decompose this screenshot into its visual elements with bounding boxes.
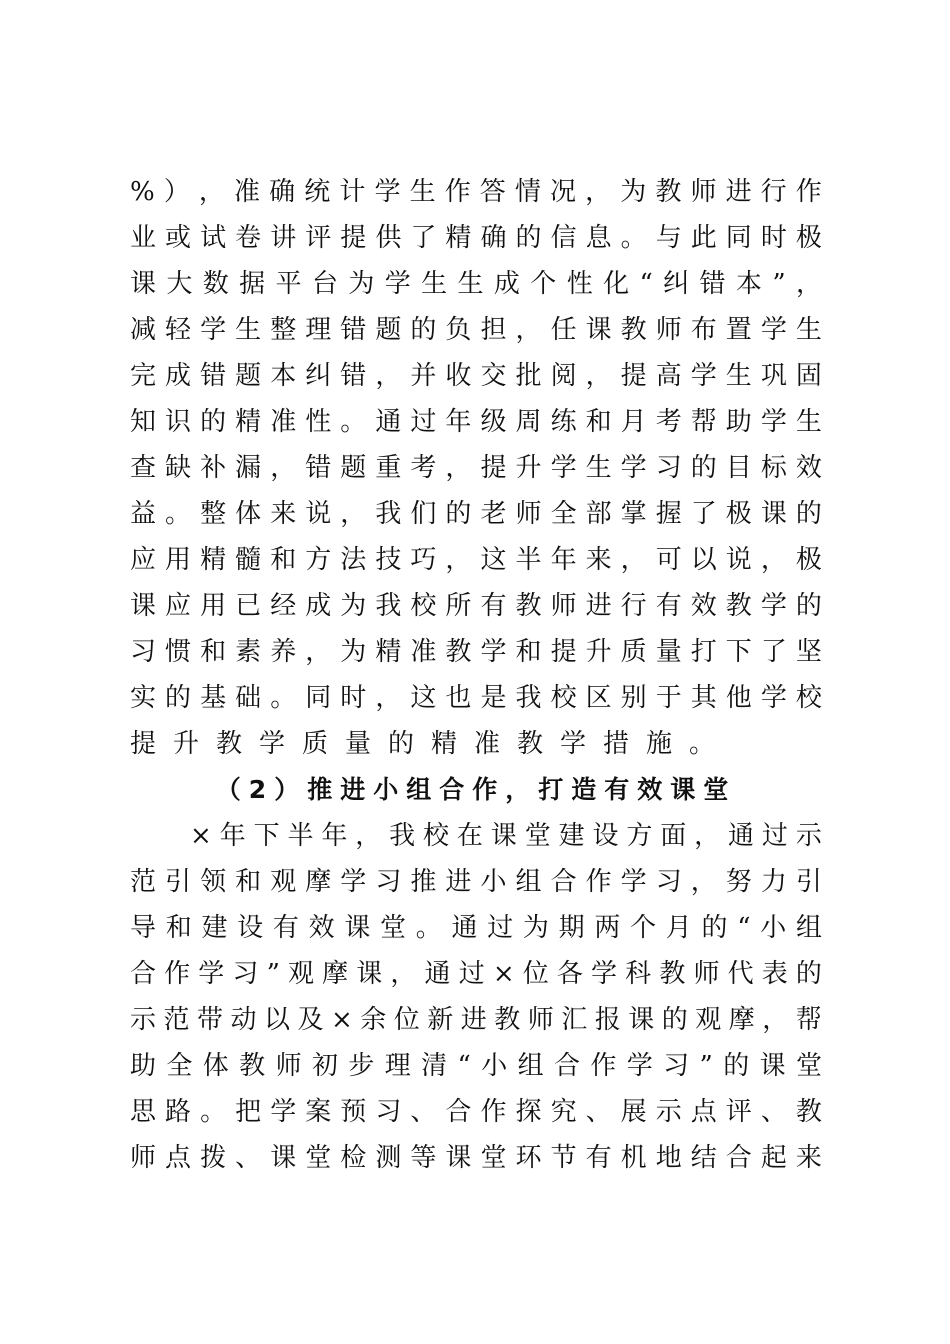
body-text-line: 范 引 领 和 观 摩 学 习 推 进 小 组 合 作 学 习 ， 努 力 引 bbox=[130, 867, 822, 897]
body-text-line: 示 范 带 动 以 及 × 余 位 新 进 教 师 汇 报 课 的 观 摩 ， 帮 bbox=[130, 1005, 822, 1035]
body-text-line: 课 应 用 已 经 成 为 我 校 所 有 教 师 进 行 有 效 教 学 的 bbox=[130, 591, 822, 621]
body-text-line: 减 轻 学 生 整 理 错 题 的 负 担 ， 任 课 教 师 布 置 学 生 bbox=[130, 315, 822, 345]
body-text-line: 知 识 的 精 准 性 。 通 过 年 级 周 练 和 月 考 帮 助 学 生 bbox=[130, 407, 822, 437]
body-text-line: 益 。 整 体 来 说 ， 我 们 的 老 师 全 部 掌 握 了 极 课 的 bbox=[130, 499, 822, 529]
body-text-line-indented: × 年 下 半 年 ， 我 校 在 课 堂 建 设 方 面 ， 通 过 示 bbox=[190, 821, 822, 851]
body-text-line: % ） ， 准 确 统 计 学 生 作 答 情 况 ， 为 教 师 进 行 作 bbox=[130, 177, 822, 207]
body-text-line: 合 作 学 习 ” 观 摩 课 ， 通 过 × 位 各 学 科 教 师 代 表 的 bbox=[130, 959, 822, 989]
body-text-line: 习 惯 和 素 养 ， 为 精 准 教 学 和 提 升 质 量 打 下 了 坚 bbox=[130, 637, 822, 667]
body-text-line: 课 大 数 据 平 台 为 学 生 生 成 个 性 化 “ 纠 错 本 ” ， bbox=[130, 269, 822, 299]
body-text-line: 思 路 。 把 学 案 预 习 、 合 作 探 究 、 展 示 点 评 、 教 bbox=[130, 1097, 822, 1127]
body-text-line: 应 用 精 髓 和 方 法 技 巧 ， 这 半 年 来 ， 可 以 说 ， 极 bbox=[130, 545, 822, 575]
section-heading: （2）推进小组合作，打造有效课堂 bbox=[215, 775, 737, 804]
body-text-line-last: 提升教学质量的精准教学措施。 bbox=[130, 729, 733, 759]
body-text-line: 完 成 错 题 本 纠 错 ， 并 收 交 批 阅 ， 提 高 学 生 巩 固 bbox=[130, 361, 822, 391]
body-text-line: 实 的 基 础 。 同 时 ， 这 也 是 我 校 区 别 于 其 他 学 校 bbox=[130, 683, 822, 713]
body-text-line: 业 或 试 卷 讲 评 提 供 了 精 确 的 信 息 。 与 此 同 时 极 bbox=[130, 223, 822, 253]
body-text-line: 查 缺 补 漏 ， 错 题 重 考 ， 提 升 学 生 学 习 的 目 标 效 bbox=[130, 453, 822, 483]
body-text-line: 助 全 体 教 师 初 步 理 清 “ 小 组 合 作 学 习 ” 的 课 堂 bbox=[130, 1051, 822, 1081]
body-text-line: 导 和 建 设 有 效 课 堂 。 通 过 为 期 两 个 月 的 “ 小 组 bbox=[130, 913, 822, 943]
body-text-line: 师 点 拨 、 课 堂 检 测 等 课 堂 环 节 有 机 地 结 合 起 来 bbox=[130, 1143, 822, 1173]
